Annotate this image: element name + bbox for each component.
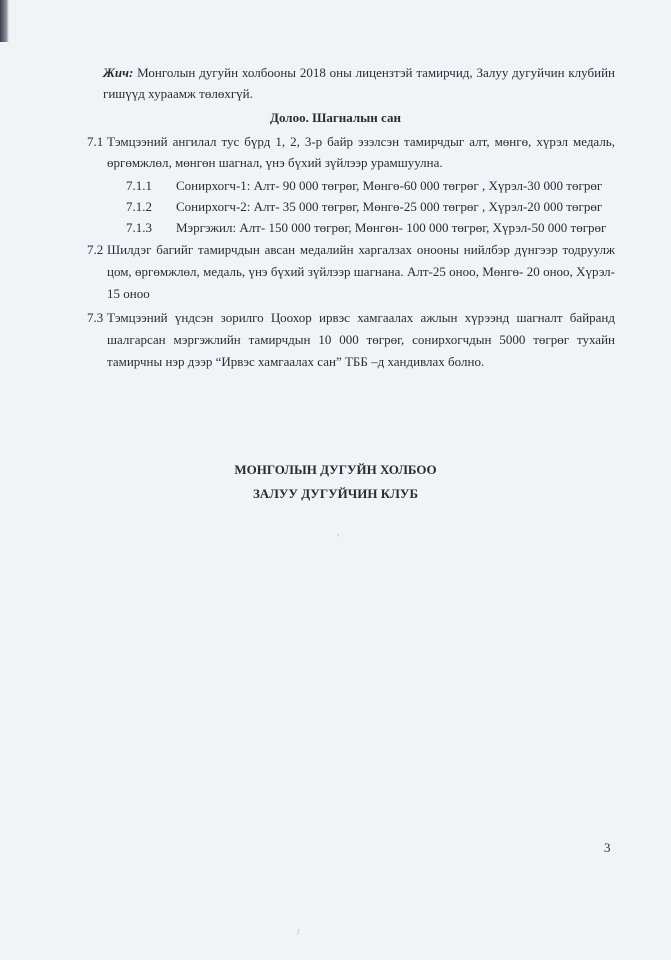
item-7-1-2-text: Сонирхогч-2: Алт- 35 000 төгрөг, Мөнгө-25 000 төгрөг , Хүрэл-20 000 төгрөг — [176, 199, 603, 214]
item-7-1-1-text: Сонирхогч-1: Алт- 90 000 төгрөг, Мөнгө-60 000 төгрөг , Хүрэл-30 000 төгрөг — [176, 178, 603, 193]
item-7-2-number: 7.2 — [87, 242, 104, 257]
item-7-1-3-text: Мэргэжил: Алт- 150 000 төгрөг, Мөнгөн- 100 000 төгрөг, Хүрэл-50 000 төгрөг — [176, 220, 607, 235]
item-7-2-line-2: цом, өргөмжлөл, медаль, үнэ бүхий зүйлээр шагнана. Алт-25 оноо, Мөнгө- 20 оноо, Хүрэл- — [107, 264, 615, 279]
item-7-3-number: 7.3 — [87, 310, 104, 325]
note-text: Монголын дугуйн холбооны 2018 оны лицензтэй тамирчид, Залуу дугуйчин клубийн — [137, 65, 615, 80]
note-line-1 — [103, 63, 615, 83]
note-line-2: гишүүд хураамж төлөхгүй. — [103, 86, 253, 101]
item-7-1-2-number: 7.1.2 — [126, 199, 152, 214]
item-7-3-line-3: тамирчны нэр дээр “Ирвэс хамгаалах сан” ТББ –д хандивлах болно. — [107, 354, 485, 369]
item-7-2-line-1: Шилдэг багийг тамирчдын авсан медалийн харгалзах онооны нийлбэр дүнгээр тодруулж — [107, 242, 615, 257]
scan-speck: , — [337, 527, 340, 537]
note-label: Жич: — [103, 65, 134, 80]
item-7-2-line-3: 15 оноо — [107, 286, 150, 301]
item-7-1-1-number: 7.1.1 — [126, 178, 152, 193]
signature-org-line: МОНГОЛЫН ДУГУЙН ХОЛБОО — [234, 462, 437, 477]
section-title: Долоо. Шагналын сан — [270, 110, 401, 125]
scan-speck: / — [297, 927, 300, 937]
item-7-1-3-number: 7.1.3 — [126, 220, 152, 235]
item-7-1-number: 7.1 — [87, 134, 104, 149]
item-7-1-line-1: Тэмцээний ангилал тус бүрд 1, 2, 3-р байр эзэлсэн тамирчдыг алт, мөнгө, хүрэл медаль, — [107, 134, 615, 149]
page-number: 3 — [604, 840, 611, 855]
item-7-3-line-2: шалгарсан мэргэжлийн тамирчдын 10 000 төгрөг, сонирхогчдын 5000 төгрөг тухайн — [107, 332, 615, 347]
signature-club-line: ЗАЛУУ ДУГУЙЧИН КЛУБ — [252, 486, 419, 501]
item-7-1-line-2: өргөмжлөл, мөнгөн шагнал, үнэ бүхий зүйлээр урамшуулна. — [107, 155, 443, 170]
item-7-3-line-1: Тэмцээний үндсэн зорилго Цоохор ирвэс хамгаалах ажлын хүрээнд шагналт байранд — [107, 310, 615, 325]
